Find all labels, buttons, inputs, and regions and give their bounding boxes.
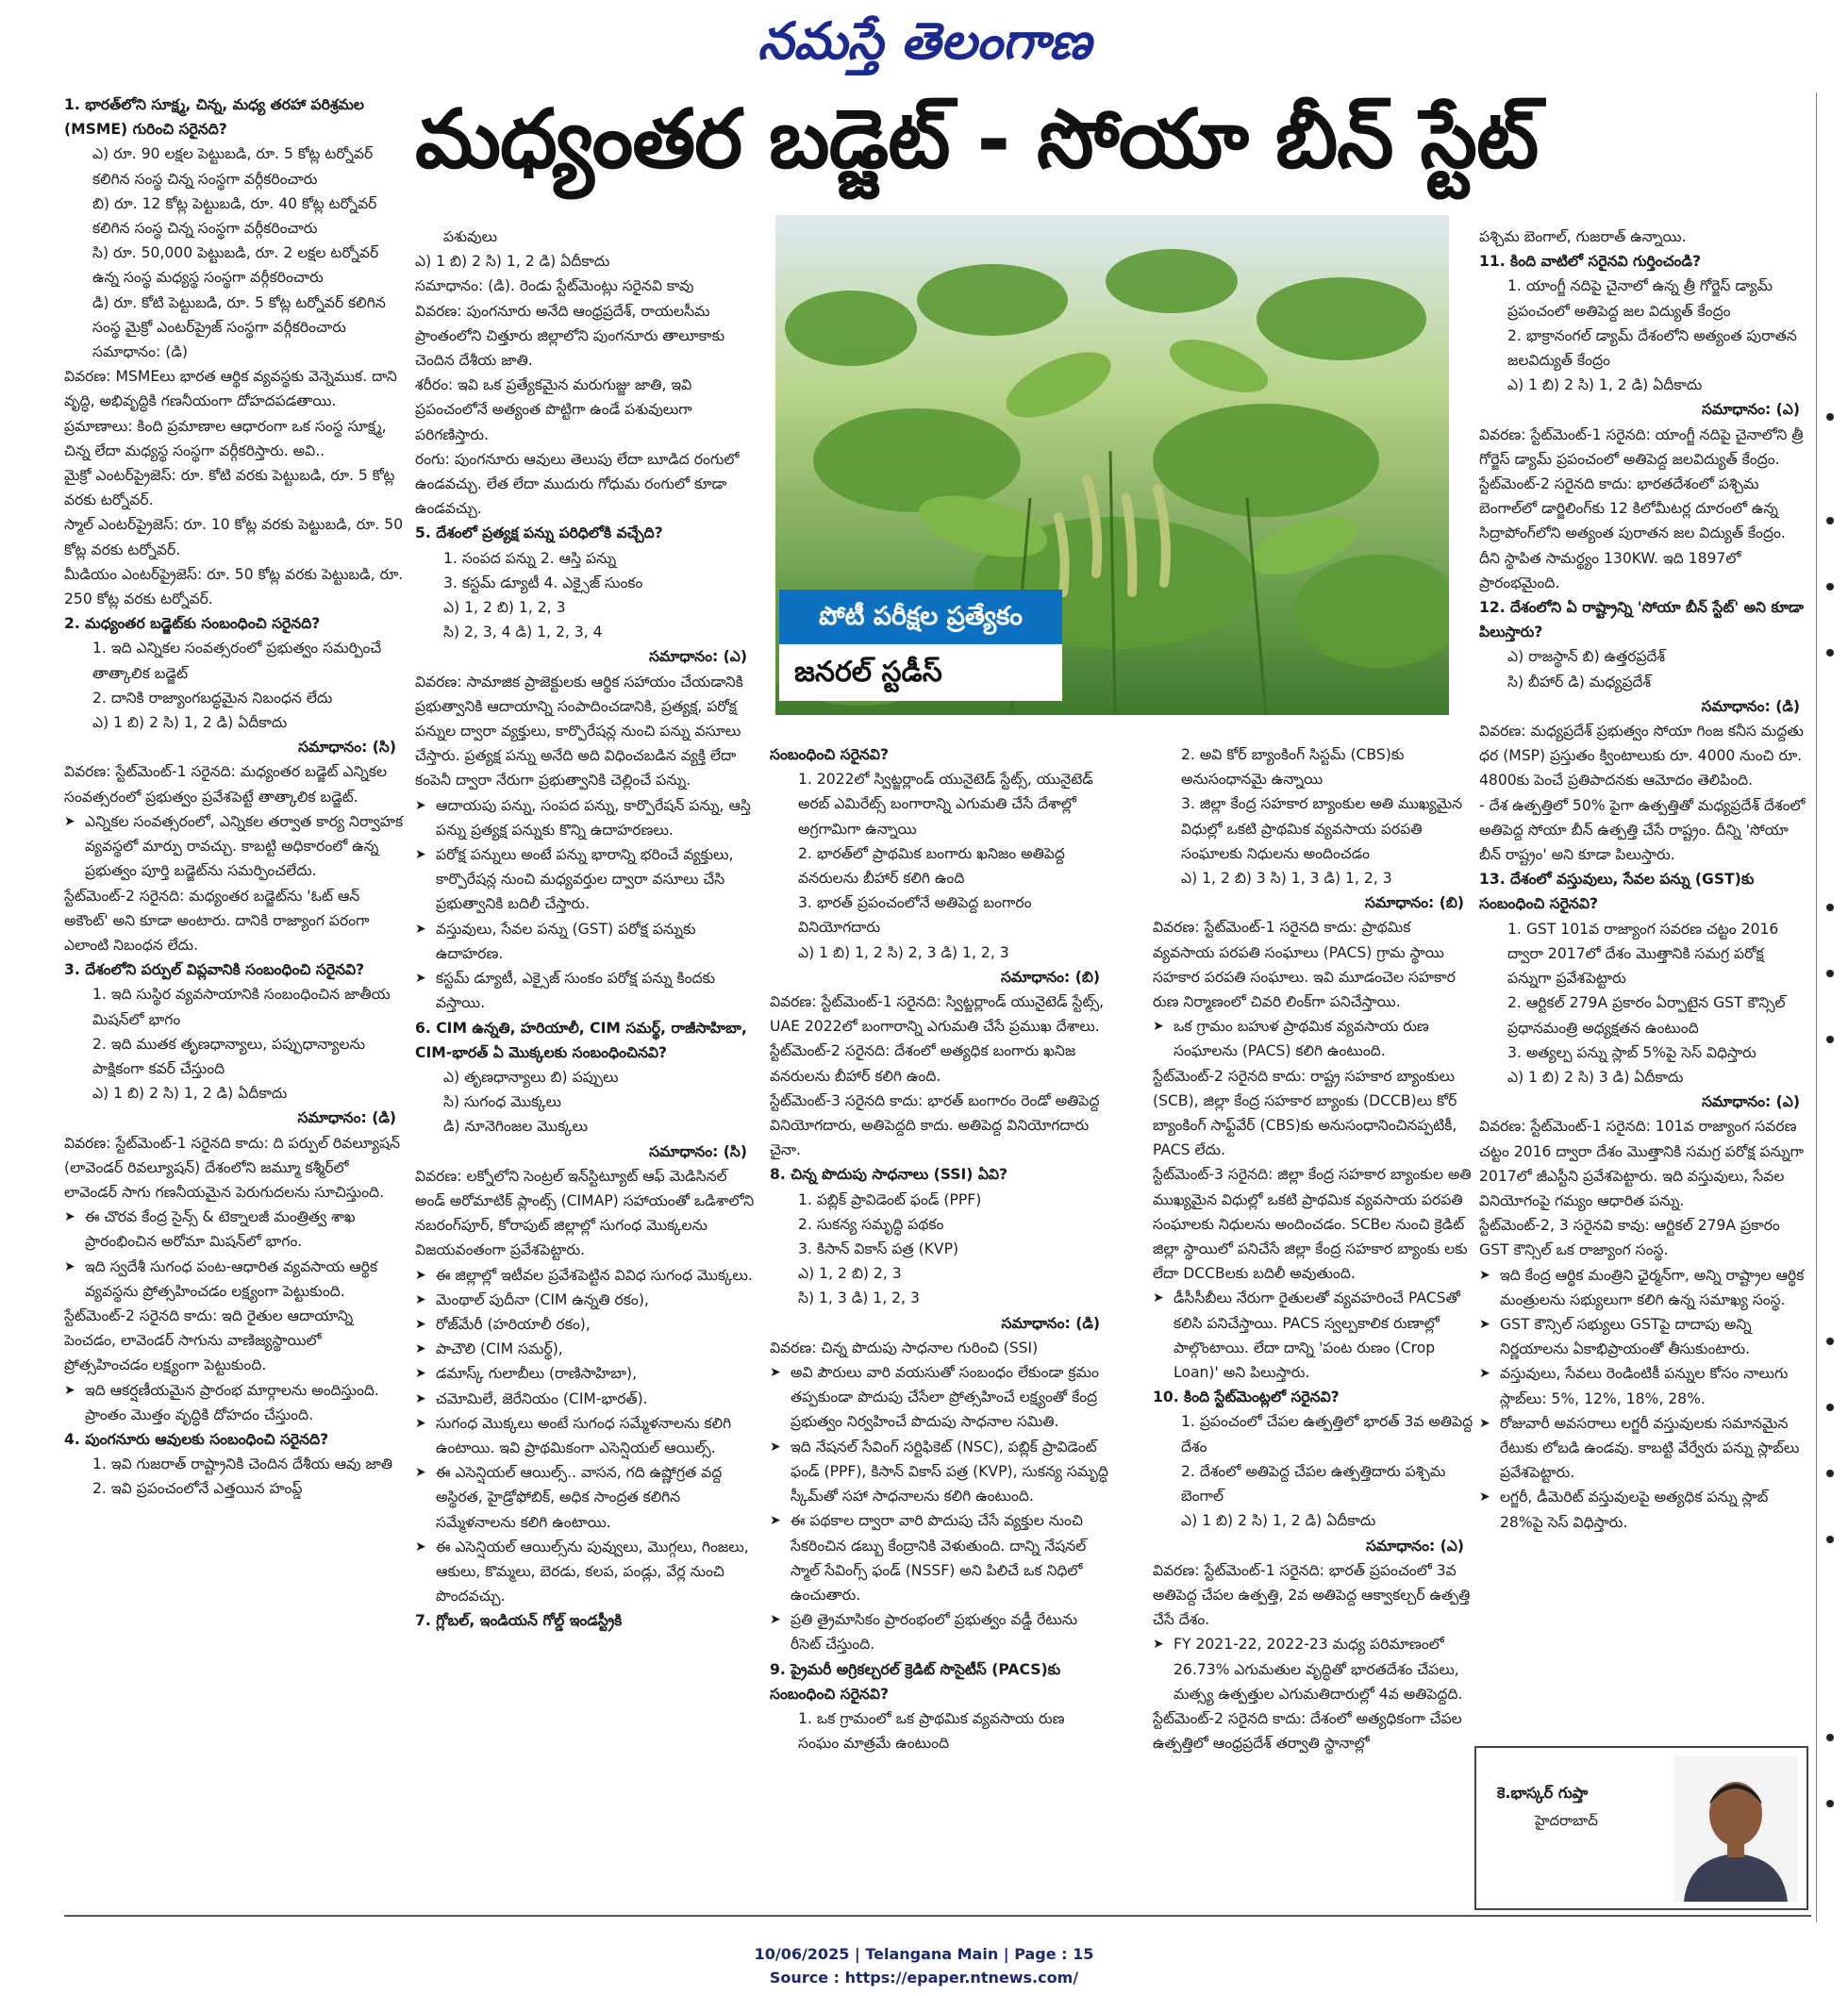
- section-label: [779, 590, 1062, 701]
- footer-rule: [64, 1915, 1811, 1917]
- option-text: ఎ) 1 బి) 2 సి) 1, 2 డి) ఏదీకాదు: [1507, 376, 1703, 394]
- paragraph: స్టేట్‌మెంట్-3 సరైనది కాదు: భారత్ బంగారం రెండో అతిపెద్ద వినియోగదారు, అతిపెద్దది కాదు. అతిపెద్ద వినియోగదారు చైనా.: [770, 1091, 1100, 1159]
- author-place: హైదరాబాద్: [1535, 1812, 1598, 1829]
- bullet-item: ➤ చమోమిలే, జెరేనియం (CIM-భారత్).: [415, 1387, 757, 1411]
- bullet-item: ➤ ప్రతి త్రైమాసికం ప్రారంభంలో ప్రభుత్వం వడ్డీ రేటును రీసెట్ చేస్తుంది.: [770, 1607, 1109, 1656]
- bullet-item: ➤ వస్తువులు, సేవల పన్ను (GST) పరోక్ష పన్నుకు ఉదాహరణ.: [415, 917, 757, 966]
- option-text: ఎ) 1 బి) 2 సి) 3 డి) ఏదీకాదు: [1507, 1068, 1684, 1086]
- label-general-studies: జనరల్ స్టడీస్: [779, 644, 1062, 701]
- paragraph: మీడియం ఎంటర్‌ప్రైజెస్: రూ. 50 కోట్ల వరకు పెట్టుబడి, రూ. 250 కోట్ల వరకు టర్నోవర్.: [64, 565, 404, 608]
- paragraph: వివరణ: స్టేట్‌మెంట్-1 సరైనది కాదు: ది పర్పుల్ రివల్యూషన్ (లావెండర్ రివల్యూషన్) దేశంలోని జమ్మూ కశ్మీర్‌లో లావెండర్ సాగు గణనీయమైన పెరుగుదలను సూచిస్తుంది.: [64, 1134, 401, 1201]
- option-text: 1. ప్రపంచంలో చేపల ఉత్పత్తిలో భారత్ 3వ అతిపెద్ద దేశం: [1181, 1413, 1473, 1455]
- option-text: 2. అవి కోర్ బ్యాంకింగ్ సిస్టమ్ (CBS)కు అనుసంధానమై ఉన్నాయి: [1181, 746, 1405, 789]
- bullet-item: ➤ డీసీసీబీలు నేరుగా రైతులతో వ్యవహరించే PACSతో కలిసి పనిచేస్తాయి. PACS స్వల్పకాలిక రుణాల్లో పాల్గొంటాయి. లేదా దాన్ని 'పంట రుణం (Crop Loan)' అని పిలుస్తారు.: [1153, 1286, 1473, 1385]
- option-text: 3. కిసాన్ వికాస్ పత్ర (KVP): [798, 1240, 959, 1258]
- article-column-2: [415, 225, 757, 1904]
- paragraph: స్మాల్ ఎంటర్‌ప్రైజెస్: రూ. 10 కోట్ల వరకు పెట్టుబడి, రూ. 50 కోట్ల వరకు టర్నోవర్.: [64, 516, 404, 558]
- page-headline: మధ్యంతర బడ్జెట్ - సోయా బీన్ స్టేట్: [415, 92, 1539, 187]
- paragraph: స్టేట్‌మెంట్-3 సరైనది: జిల్లా కేంద్ర సహకార బ్యాంకుల అతి ముఖ్యమైన విధుల్లో ఒకటి ప్రాథమిక వ్యవసాయ పరపతి సంఘాలకు నిధులను అందించడం. SCBల నుంచి క్రెడిట్ జిల్లా స్థాయిలో పనిచేసే జిల్లా కేంద్ర సహకార బ్యాంకు లకు లేదా DCCBలకు బదిలీ అవుతుంది.: [1153, 1166, 1472, 1283]
- bullet-item: ➤ డమాస్క్ గులాబీలు (రాణిసాహిబా),: [415, 1361, 757, 1386]
- option-text: ఎ) 1, 2 బి) 2, 3: [798, 1265, 902, 1283]
- bullet-item: ➤ ఈ ఎసెన్షియల్ ఆయిల్స్.. వాసన, గది ఉష్ణోగ్రత వద్ద అస్థిరత, హైడ్రోఫోబిక్, అధిక సాంద్రత కలిగిన సమ్మేళనాలను కలిగి ఉంటాయి.: [415, 1460, 757, 1535]
- question-text: 1. భారత్‌లోని సూక్ష్మ, చిన్న, మధ్య తరహా పరిశ్రమల (MSME) గురించి సరైనది?: [64, 96, 364, 139]
- option-text: 2. దానికి రాజ్యాంగబద్ధమైన నిబంధన లేదు: [92, 689, 333, 707]
- option-text: 2. ఇవి ప్రపంచంలోనే ఎత్తయిన హంప్డ్: [92, 1480, 303, 1498]
- answer-text: సమాధానం: (ఎ): [648, 648, 747, 666]
- option-text: ఎ) రాజస్థాన్ బి) ఉత్తరప్రదేశ్: [1507, 648, 1666, 666]
- paragraph: వివరణ: స్టేట్‌మెంట్-1 సరైనది: స్విట్జర్లాండ్ యునైటెడ్ స్టేట్స్, UAE 2022లో బంగారాన్ని ఎగుమతి చేసే ప్రముఖ దేశాలు.: [770, 993, 1105, 1036]
- option-text: 2. ఇది ముతక తృణధాన్యాలు, పప్పుధాన్యాలను పాక్షికంగా కవర్ చేస్తుంది: [92, 1035, 365, 1077]
- bullet-item: ➤ కస్టమ్ డ్యూటీ, ఎక్సైజ్ సుంకం పరోక్ష పన్ను కిందకు వస్తాయి.: [415, 966, 757, 1015]
- bullet-item: ➤ లగ్జరీ, డీమెరిట్ వస్తువులపై అత్యధిక పన్ను స్లాబ్ 28%పై సెస్ విధిస్తారు.: [1479, 1485, 1809, 1534]
- option-text: 1. ఇది సుస్థిర వ్యవసాయానికి సంబంధించిన జాతీయ మిషన్‌లో భాగం: [92, 986, 391, 1028]
- bullet-item: ➤ రోజ్‌మేరీ (హరియాలీ రకం),: [415, 1312, 757, 1337]
- question-text: 7. గ్లోబల్, ఇండియన్ గోల్డ్ ఇండస్ట్రీకి: [415, 1612, 623, 1630]
- option-text: 1. ఇవి గుజరాత్ రాష్ట్రానికి చెందిన దేశీయ ఆవు జాతి: [92, 1455, 393, 1473]
- paragraph: వివరణ: పుంగనూరు అనేది ఆంధ్రప్రదేశ్, రాయలసీమ ప్రాంతంలోని చిత్తూరు జిల్లాలోని పుంగనూరు తాలూకాకు చెందిన దేశీయ జాతి.: [415, 302, 725, 370]
- paragraph: వివరణ: స్టేట్‌మెంట్-1 సరైనది: మధ్యంతర బడ్జెట్ ఎన్నికల సంవత్సరంలో ప్రభుత్వం ప్రవేశపెట్టే తాత్కాలిక బడ్జెట్.: [64, 763, 388, 806]
- question-text: 3. దేశంలోని పర్పుల్ విప్లవానికి సంబంధించి సరైనవి?: [64, 961, 365, 979]
- option-text: ఎ) 1 బి) 2 సి) 1, 2 డి) ఏదీకాదు: [1181, 1512, 1376, 1530]
- option-text: ఎ) 1 బి) 2 సి) 1, 2 డి) ఏదీకాదు: [92, 1085, 288, 1103]
- answer-text: సమాధానం: (ఎ): [1365, 1537, 1464, 1555]
- question-text: 5. దేశంలో ప్రత్యక్ష పన్ను పరిధిలోకి వచ్చేది?: [415, 524, 663, 542]
- bullet-item: ➤ పాచౌలి (CIM సమర్థ్),: [415, 1337, 757, 1361]
- question-text: సంబంధించి సరైనవి?: [770, 746, 890, 763]
- answer-text: సమాధానం: (బి): [1001, 968, 1100, 986]
- bullet-item: ➤ పరోక్ష పన్నులు అంటే పన్ను భారాన్ని భరించే వ్యక్తులు, కార్పొరేషన్ల నుంచి మధ్యవర్తుల ద్వారా వసూలు చేసి ప్రభుత్వానికి బదిలీ చేస్తారు.: [415, 842, 757, 917]
- option-text: 2. భారత్‌లో ప్రాథమిక బంగారు ఖనిజం అతిపెద్ద వనరులను బీహార్ కలిగి ఉంది: [798, 844, 1065, 888]
- paragraph: ఎ) 1 బి) 2 సి) 1, 2 డి) ఏదీకాదు: [415, 253, 610, 271]
- option-text: డి) నూనెగింజల మొక్కలు: [443, 1118, 589, 1136]
- bullet-item: ➤ ఇది స్వదేశీ సుగంధ పంట-ఆధారిత వ్యవసాయ ఆర్థిక వ్యవస్థను ప్రోత్సహించడం లక్ష్యంగా పెట్టుకుంది.: [64, 1255, 406, 1304]
- question-text: 2. మధ్యంతర బడ్జెట్‌కు సంబంధించి సరైనది?: [64, 615, 321, 633]
- paragraph: మైక్రో ఎంటర్‌ప్రైజెస్: రూ. కోటి వరకు పెట్టుబడి, రూ. 5 కోట్ల వరకు టర్నోవర్.: [64, 467, 395, 509]
- paragraph: వివరణ: మధ్యప్రదేశ్ ప్రభుత్వం సోయా గింజ కనీస మద్దతు ధర (MSP) ప్రస్తుతం క్వింటాలుకు రూ. 4000 నుంచి రూ. 4800కు పెంచే ప్రతిపాదనకు ఆమోదం తెలిపింది.: [1479, 723, 1804, 790]
- answer-text: సమాధానం: (ఎ): [1701, 401, 1800, 419]
- bullet-item: ➤ సుగంధ మొక్కలు అంటే సుగంధ సమ్మేళనాలను కలిగి ఉంటాయి. ఇవి ప్రాథమికంగా ఎసెన్షియల్ ఆయిల్స్.: [415, 1411, 757, 1460]
- paragraph: స్టేట్‌మెంట్-2 సరైనది: మధ్యంతర బడ్జెట్‌ను 'ఓట్ ఆన్ అకౌంట్' అని కూడా అంటారు. దానికి రాజ్యాంగ పరంగా ఎలాంటి నిబంధన లేదు.: [64, 887, 370, 954]
- bullet-item: ➤ FY 2021-22, 2022-23 మధ్య పరిమాణంలో 26.73% ఎగుమతుల వృద్ధితో భారతదేశం చేపలు, మత్స్య ఉత్పత్తుల ఎగుమతిదారుల్లో 4వ అతిపెద్దది.: [1153, 1632, 1473, 1706]
- option-text: 3. అత్యల్ప పన్ను స్లాబ్ 5%పై సెస్ విధిస్తారు: [1507, 1043, 1756, 1061]
- option-text: సి) బీహార్ డి) మధ్యప్రదేశ్: [1507, 673, 1652, 690]
- paragraph: పశ్చిమ బెంగాల్, గుజరాత్ ఉన్నాయి.: [1479, 228, 1687, 245]
- article-column-1: [64, 92, 406, 1904]
- article-column-5: [1479, 225, 1809, 1734]
- bullet-item: ➤ ఇది నేషనల్ సేవింగ్ సర్టిఫికెట్ (NSC), పబ్లిక్ ప్రావిడెంట్ ఫండ్ (PPF), కిసాన్ వికాస్ పత్ర (KVP), సుకన్య సమృద్ధి స్కీమ్‌తో సహా సాధనాలను కలిగి ఉంటుంది.: [770, 1435, 1109, 1509]
- option-text: 3. భారత్ ప్రపంచంలోనే అతిపెద్ద బంగారం వినియోగదారు: [798, 894, 1032, 937]
- bullet-item: ➤ వస్తువులు, సేవలు రెండింటికీ పన్నుల కోసం నాలుగు స్లాబ్‌లు: 5%, 12%, 18%, 28%.: [1479, 1361, 1809, 1410]
- paragraph: స్టేట్‌మెంట్-2 సరైనది కాదు: దేశంలో అత్యధికంగా చేపల ఉత్పత్తిలో ఆంధ్రప్రదేశ్ తర్వాతి స్థానాల్లో: [1153, 1709, 1462, 1753]
- option-text: 1. యాంగ్జీ నదిపై చైనాలో ఉన్న త్రీ గోర్జెస్ డ్యామ్ ప్రపంచంలో అతిపెద్ద జల విద్యుత్ కేంద్రం: [1507, 277, 1773, 320]
- bullet-item: ➤ ఇది కేంద్ర ఆర్థిక మంత్రిని ఛైర్మన్‌గా, అన్ని రాష్ట్రాల ఆర్థిక మంత్రులను సభ్యులుగా కలిగి ఉన్న సమాఖ్య సంస్థ.: [1479, 1263, 1809, 1312]
- option-text: సి) రూ. 50,000 పెట్టుబడి, రూ. 2 లక్షల టర్నోవర్ ఉన్న సంస్థ మధ్యస్థ సంస్థగా వర్గీకరించారు: [92, 244, 379, 287]
- paragraph: స్టేట్‌మెంట్-2, 3 సరైనవి కావు: ఆర్టికల్ 279A ప్రకారం GST కౌన్సిల్ ఒక రాజ్యాంగ సంస్థ.: [1479, 1217, 1780, 1259]
- paragraph: వివరణ: సామాజిక ప్రాజెక్టులకు ఆర్థిక సహాయం చేయడానికి ప్రభుత్వానికి ఆదాయాన్ని సంపాదించడానికి, ప్రత్యక్ష, పరోక్ష పన్నుల ద్వారా వ్యక్తులు, కార్పొరేషన్ల నుంచి పన్ను వసూలు చేస్తారు. ప్రత్యక్ష పన్ను అనేది అది విధించబడిన వ్యక్తి లేదా కంపెనీ ద్వారా నేరుగా ప్రభుత్వానికి చెల్లించే పన్ను.: [415, 673, 743, 790]
- option-text: సి) 1, 3 డి) 1, 2, 3: [798, 1289, 920, 1307]
- bullet-item: ➤ ఇది ఆకర్షణీయమైన ప్రారంభ మార్గాలను అందిస్తుంది. ప్రాంతం మొత్తం వృద్ధికి దోహదం చేస్తుంది.: [64, 1378, 406, 1427]
- bullet-item: ➤ రోజువారీ అవసరాలు లగ్జరీ వస్తువులకు సమానమైన రేటుకు లోబడి ఉండవు. కాబట్టి వేర్వేరు పన్ను స్లాబ్‌లు ప్రవేశపెట్టారు.: [1479, 1411, 1809, 1486]
- answer-text: సమాధానం: (బి): [1365, 894, 1464, 912]
- option-text: ఎ) 1 బి) 2 సి) 1, 2 డి) ఏదీకాదు: [92, 714, 288, 732]
- bullet-item: ➤ మెంథాల్ పుదీనా (CIM ఉన్నతి రకం),: [415, 1288, 757, 1312]
- question-text: 13. దేశంలో వస్తువులు, సేవల పన్ను (GST)కు సంబంధించి సరైనవి?: [1479, 871, 1755, 913]
- question-text: 6. CIM ఉన్నతి, హరియాలీ, CIM సమర్థ్, రాజీసాహిబా, CIM-భారత్ ఏ మొక్కలకు సంబంధించినవి?: [415, 1019, 747, 1061]
- label-competitive-exams: పోటీ పరీక్షల ప్రత్యేకం: [779, 590, 1062, 644]
- option-text: 2. ఆర్టికల్ 279A ప్రకారం ఏర్పాటైన GST కౌన్సిల్ ప్రధానమంత్రి అధ్యక్షతన ఉంటుంది: [1507, 994, 1786, 1037]
- option-text: సి) సుగంధ మొక్కలు: [443, 1093, 562, 1111]
- option-text: ఎ) 1 బి) 1, 2 సి) 2, 3 డి) 1, 2, 3: [798, 943, 1009, 961]
- paragraph: వివరణ: స్టేట్‌మెంట్-1 సరైనది: యాంగ్జీ నదిపై చైనాలోని త్రీ గోర్జెస్ డ్యామ్ ప్రపంచంలో అతిపెద్ద జలవిద్యుత్ కేంద్రం.: [1479, 425, 1804, 468]
- option-text: 2. భాక్రానంగల్ డ్యామ్ దేశంలోని అత్యంత పురాతన జలవిద్యుత్ కేంద్రం: [1507, 326, 1797, 370]
- answer-text: సమాధానం: (సి): [649, 1142, 747, 1160]
- bullet-item: ➤ GST కౌన్సిల్ సభ్యులు GSTపై దాదాపు అన్ని నిర్ణయాలను ఏకాభిప్రాయంతో తీసుకుంటారు.: [1479, 1312, 1809, 1361]
- paragraph: స్టేట్‌మెంట్-2 సరైనది కాదు: రాష్ట్ర సహకార బ్యాంకులు (SCB), జిల్లా కేంద్ర సహకార బ్యాంకు (DCCB)లు కోర్ బ్యాంకింగ్ సాఫ్ట్‌వేర్ (CBS)కు అనుసంధానించినప్పటికీ, PACS లేదు.: [1153, 1067, 1457, 1159]
- paragraph: స్టేట్‌మెంట్-2 సరైనది: దేశంలో అత్యధిక బంగారు ఖనిజ వనరులను బీహార్ కలిగి ఉంది.: [770, 1042, 1076, 1085]
- author-name: కె.భాస్కర్ గుప్తా: [1497, 1784, 1589, 1802]
- paragraph: ప్రమాణాలు: కింది ప్రమాణాల ఆధారంగా ఒక సంస్థ సూక్ష్మ, చిన్న లేదా మధ్యస్థ సంస్థగా వర్గీకరిస్తారు. అవి..: [64, 417, 387, 459]
- question-text: 9. ప్రైమరీ అగ్రికల్చరల్ క్రెడిట్ సొసైటీస్ (PACS)కు సంబంధించి సరైనవి?: [770, 1660, 1061, 1703]
- option-text: 2. సుకన్య సమృద్ధి పథకం: [798, 1215, 944, 1233]
- option-text: డి) రూ. కోటి పెట్టుబడి, రూ. 5 కోట్ల టర్నోవర్ కలిగిన సంస్థ మైక్రో ఎంటర్‌ప్రైజ్ సంస్థగా వర్గీకరించారు సమాధానం: (డి): [92, 293, 386, 361]
- bullet-item: ➤ అవి పౌరులు వారి వయసుతో సంబంధం లేకుండా క్రమం తప్పకుండా పొదుపు చేసేలా ప్రోత్సహించే లక్ష్యంతో కేంద్ర ప్రభుత్వం నిర్వహించే పొదుపు సాధనాల సమితి.: [770, 1360, 1109, 1435]
- answer-text: సమాధానం: (డి): [1701, 697, 1800, 715]
- option-text: 2. దేశంలో అతిపెద్ద చేపల ఉత్పత్తిదారు పశ్చిమ బెంగాల్: [1181, 1462, 1446, 1505]
- answer-text: సమాధానం: (సి): [298, 739, 396, 757]
- option-text: 1. సంపద పన్ను 2. ఆస్తి పన్ను: [443, 549, 617, 567]
- option-text: ఎ) తృణధాన్యాలు బి) పప్పులు: [443, 1068, 619, 1086]
- option-text: 3. జిల్లా కేంద్ర సహకార బ్యాంకుల అతి ముఖ్యమైన విధుల్లో ఒకటి ప్రాథమిక వ్యవసాయ పరపతి సంఘాలకు నిధులను అందించడం: [1181, 795, 1463, 862]
- bullet-item: ➤ ఈ పథకాల ద్వారా వారి పొదుపు చేసే వ్యక్తుల నుంచి సేకరించిన డబ్బు కేంద్రానికి వెళుతుంది. దాన్ని నేషనల్ స్మాల్ సేవింగ్స్ ఫండ్ (NSSF) అని పిలిచే ఒక నిధిలో ఉంచుతారు.: [770, 1508, 1109, 1607]
- option-text: ఎ) రూ. 90 లక్షల పెట్టుబడి, రూ. 5 కోట్ల టర్నోవర్ కలిగిన సంస్థ చిన్న సంస్థగా వర్గీకరించారు: [92, 145, 374, 188]
- question-text: 4. పుంగనూరు ఆవులకు సంబంధించి సరైనది?: [64, 1430, 329, 1448]
- option-text: పశువులు: [443, 228, 498, 245]
- option-text: 1. పబ్లిక్ ప్రావిడెంట్ ఫండ్ (PPF): [798, 1190, 982, 1208]
- option-text: 1. ఇది ఎన్నికల సంవత్సరంలో ప్రభుత్వం సమర్పించే తాత్కాలిక బడ్జెట్: [92, 640, 382, 682]
- option-text: 1. GST 101వ రాజ్యాంగ సవరణ చట్టం 2016 ద్వారా 2017లో దేశం మొత్తానికి సమగ్ర పరోక్ష పన్నుగా ప్రవేశపెట్టారు: [1507, 920, 1779, 988]
- footer-source-link[interactable]: Source : https://epaper.ntnews.com/: [769, 1969, 1079, 1987]
- option-text: 1. 2022లో స్విట్జర్లాండ్ యునైటెడ్ స్టేట్స్, యునైటెడ్ అరబ్ ఎమిరేట్స్ బంగారాన్ని ఎగుమతి చేసే దేశాల్లో అగ్రగామిగా ఉన్నాయి: [798, 771, 1093, 838]
- question-text: 10. కింది స్టేట్‌మెంట్లలో సరైనవి?: [1153, 1389, 1340, 1406]
- paragraph: రంగు: పుంగనూరు ఆవులు తెలుపు లేదా బూడిద రంగులో ఉండవచ్చు. లేత లేదా ముదురు గోధుమ రంగులో కూడా ఉండవచ్చు.: [415, 450, 740, 518]
- option-text: 3. కస్టమ్ డ్యూటీ 4. ఎక్సైజ్ సుంకం: [443, 574, 643, 591]
- option-text: ఎ) 1, 2 బి) 1, 2, 3: [443, 599, 566, 617]
- bullet-item: ➤ ఒక గ్రామం బహుళ ప్రాథమిక వ్యవసాయ రుణ సంఘాలను (PACS) కలిగి ఉంటుంది.: [1153, 1014, 1473, 1063]
- question-text: 11. కింది వాటిలో సరైనవి గుర్తించండి?: [1479, 253, 1702, 271]
- bullet-item: ➤ ఈ ఎసెన్షియల్ ఆయిల్స్‌ను పువ్వులు, మొగ్గలు, గింజలు, ఆకులు, కొమ్మలు, బెరడు, కలప, పండ్లు, వేర్ల నుంచి పొందవచ్చు.: [415, 1535, 757, 1609]
- masthead-logo: నమస్తే తెలంగాణ: [758, 10, 1091, 71]
- paragraph: స్టేట్‌మెంట్-2 సరైనది కాదు: భారతదేశంలో పశ్చిమ బెంగాల్‌లో డార్జిలింగ్‌కు 12 కిలోమీటర్ల దూరంలో ఉన్న సిద్రాపోంగ్‌లోని అత్యంత పురాతన జల విద్యుత్ కేంద్రం. దీని స్థాపిత సామర్థ్యం 130KW. ఇది 1897లో ప్రారంభమైంది.: [1479, 475, 1786, 591]
- option-text: సి) 2, 3, 4 డి) 1, 2, 3, 4: [443, 624, 603, 641]
- bullet-item: ➤ ఈ జిల్లాల్లో ఇటీవల ప్రవేశపెట్టిన వివిధ సుగంధ మొక్కలు.: [415, 1263, 757, 1288]
- answer-text: సమాధానం: (ఎ): [1701, 1093, 1800, 1111]
- option-text: 1. ఒక గ్రామంలో ఒక ప్రాథమిక వ్యవసాయ రుణ సంఘం మాత్రమే ఉంటుంది: [798, 1709, 1065, 1753]
- option-text: ఎ) 1, 2 బి) 3 సి) 1, 3 డి) 1, 2, 3: [1181, 870, 1392, 888]
- paragraph: వివరణ: MSMEలు భారత ఆర్థిక వ్యవస్థకు వెన్నెముక. దాని వృద్ధి, అభివృద్ధికి గణనీయంగా దోహదపడతాయి.: [64, 368, 397, 410]
- bullet-item: ➤ ఆదాయపు పన్ను, సంపద పన్ను, కార్పొరేషన్ పన్ను, ఆస్తి పన్ను ప్రత్యక్ష పన్నుకు కొన్ని ఉదాహరణలు.: [415, 793, 757, 842]
- paragraph: వివరణ: లక్నోలోని సెంట్రల్ ఇన్‌స్టిట్యూట్ ఆఫ్ మెడిసినల్ అండ్ అరోమాటిక్ ప్లాంట్స్ (CIMAP) సహాయంతో ఒడిశాలోని నబరంగ్‌పూర్, కోరాపుట్ జిల్లాల్లో సుగంధ మొక్కలను విజయవంతంగా ప్రవేశపెట్టారు.: [415, 1167, 755, 1259]
- paragraph: - దేశ ఉత్పత్తిలో 50% పైగా ఉత్పత్తితో మధ్యప్రదేశ్ దేశంలో అతిపెద్ద సోయా బీన్ ఉత్పత్తి చేసే రాష్ట్రం. దీన్ని 'సోయా బీన్ రాష్ట్రం' అని కూడా పిలుస్తారు.: [1479, 796, 1806, 864]
- footer-edition-info: 10/06/2025 | Telangana Main | Page : 15: [754, 1945, 1094, 1963]
- paragraph: శరీరం: ఇవి ఒక ప్రత్యేకమైన మరుగుజ్జు జాతి, ఇవి ప్రపంచంలోనే అత్యంత పొట్టిగా ఉండే పశువులుగా పరిగణిస్తారు.: [415, 376, 692, 443]
- bullet-item: ➤ ఈ చొరవ కేంద్ర సైన్స్ & టెక్నాలజీ మంత్రిత్వ శాఖ ప్రారంభించిన అరోమా మిషన్‌లో భాగం.: [64, 1205, 406, 1254]
- paragraph: వివరణ: స్టేట్‌మెంట్-1 సరైనది కాదు: ప్రాథమిక వ్యవసాయ పరపతి సంఘాలు (PACS) గ్రామ స్థాయి సహకార పరపతి సంఘాలు. ఇవి మూడంచెల సహకార రుణ నిర్మాణంలో చివరి లింక్‌గా పనిచేస్తాయి.: [1153, 919, 1456, 1011]
- paragraph: వివరణ: స్టేట్‌మెంట్-1 సరైనది: 101వ రాజ్యాంగ సవరణ చట్టం 2016 ద్వారా దేశం మొత్తానికి సమగ్ర పరోక్ష పన్నుగా 2017లో జీఎస్టీని ప్రవేశపెట్టారు. ఇది వస్తువులు, సేవల వినియోగంపై గమ్యం ఆధారిత పన్ను.: [1479, 1118, 1804, 1209]
- adjacent-page-edge: [1816, 92, 1848, 1922]
- author-box: [1474, 1746, 1808, 1910]
- question-text: 12. దేశంలోని ఏ రాష్ట్రాన్ని 'సోయా బీన్ స్టేట్' అని కూడా పిలుస్తారు?: [1479, 599, 1804, 641]
- paragraph: సమాధానం: (డి). రెండు స్టేట్‌మెంట్లు సరైనవి కావు: [415, 277, 694, 295]
- article-column-3: [770, 742, 1109, 1903]
- paragraph: వివరణ: చిన్న పొదుపు సాధనాల గురించి (SSI): [770, 1339, 1039, 1356]
- answer-text: సమాధానం: (డి): [297, 1109, 396, 1127]
- paragraph: స్టేట్‌మెంట్-2 సరైనది కాదు: ఇది రైతుల ఆదాయాన్ని పెంచడం, లావెండర్ సాగును వాణిజ్యస్థాయిలో ప్రోత్సహించడం లక్ష్యంగా పెట్టుకుంది.: [64, 1306, 354, 1374]
- answer-text: సమాధానం: (డి): [1001, 1314, 1100, 1332]
- bullet-item: ➤ ఎన్నికల సంవత్సరంలో, ఎన్నికల తర్వాత కార్య నిర్వాహక వ్యవస్థలో మార్పు రావచ్చు. కాబట్టి అధికారంలో ఉన్న ప్రభుత్వం పూర్తి బడ్జెట్‌ను సమర్పించలేదు.: [64, 809, 406, 884]
- option-text: బి) రూ. 12 కోట్ల పెట్టుబడి, రూ. 40 కోట్ల టర్నోవర్ కలిగిన సంస్థ చిన్న సంస్థగా వర్గీకరించారు: [92, 194, 377, 238]
- question-text: 8. చిన్న పొదుపు సాధనాలు (SSI) ఏవి?: [770, 1166, 1008, 1184]
- article-column-4: [1153, 742, 1473, 1903]
- paragraph: వివరణ: స్టేట్‌మెంట్-1 సరైనది: భారత్ ప్రపంచంలో 3వ అతిపెద్ద చేపల ఉత్పత్తి, 2వ అతిపెద్ద ఆక్వాకల్చర్ ఉత్పత్తి చేసే దేశం.: [1153, 1561, 1471, 1629]
- author-photo: [1674, 1755, 1797, 1902]
